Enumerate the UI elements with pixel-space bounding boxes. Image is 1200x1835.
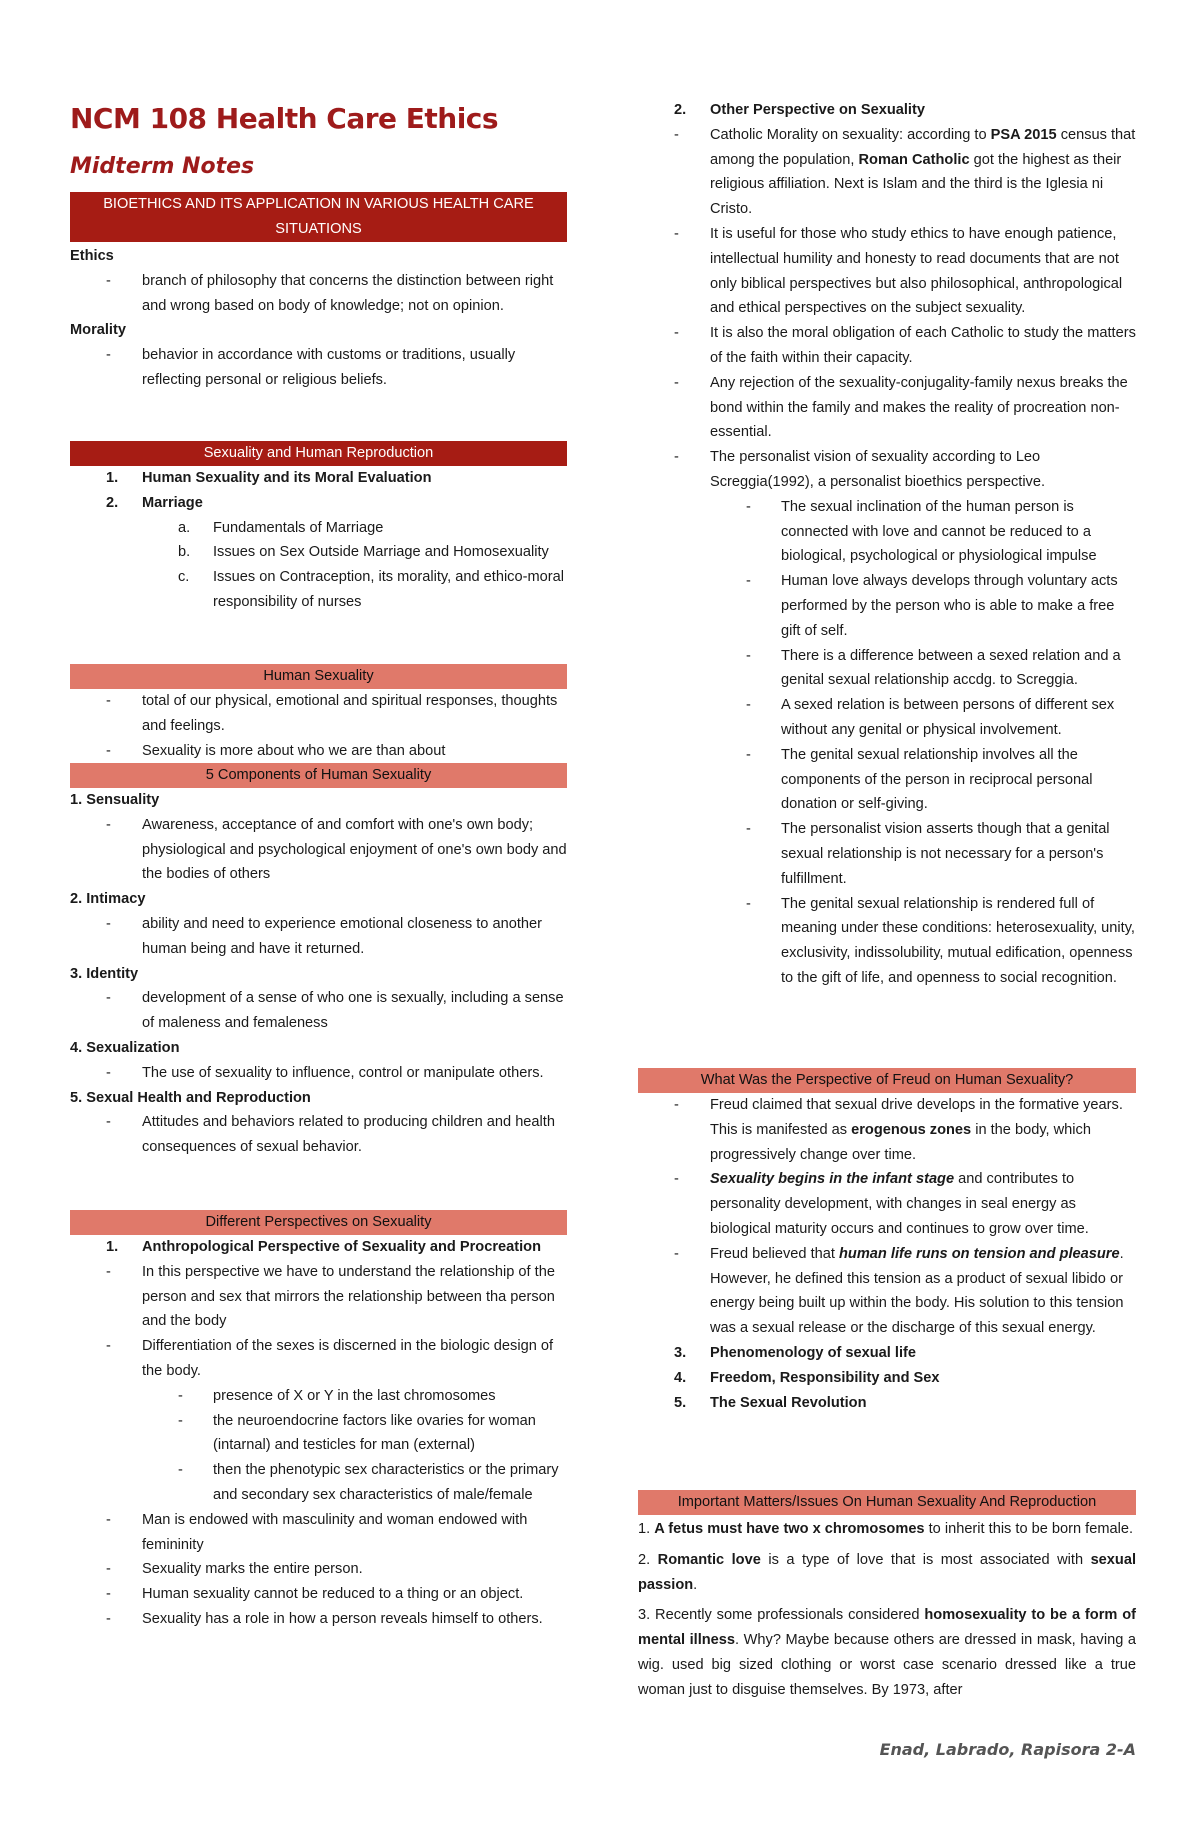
marriage-sublist — [70, 516, 567, 615]
list-item: 2. Marriage — [106, 494, 203, 511]
list-item: - then the phenotypic sex characteristics or the primary and secondary sex characteristics of male/female — [70, 1458, 567, 1508]
matter-item: 2. Romantic love is a type of love that is most associated with sexual passion. — [638, 1551, 1136, 1593]
list-item: 4. Freedom, Responsibility and Sex — [674, 1369, 940, 1386]
list-item: - ability and need to experience emotional closeness to another human being and have it returned. — [70, 912, 567, 962]
morality-list — [70, 343, 567, 393]
ethics-section — [70, 244, 567, 393]
list-item: - Human love always develops through voluntary acts performed by the person who is able to make a free gift of self. — [638, 569, 1136, 643]
list-item: - the neuroendocrine factors like ovaries for woman (intarnal) and testicles for man (external) — [70, 1409, 567, 1459]
page-title: NCM 108 Health Care Ethics — [70, 102, 499, 135]
list-item: - It is useful for those who study ethics to have enough patience, intellectual humility and honesty to read documents that are not only biblical perspectives but also philosophical, anthropological and ethical perspectives on the subject sexuality. — [638, 222, 1136, 321]
list-item: - In this perspective we have to understand the relationship of the person and sex that mirrors the relationship between tha person and the body — [70, 1260, 567, 1334]
other-perspective-section — [638, 98, 1136, 991]
list-item: 3. Phenomenology of sexual life — [674, 1344, 916, 1361]
list-item: - The sexual inclination of the human person is connected with love and cannot be reduced to a biological, psychological or physiological impulse — [638, 495, 1136, 569]
list-item: - branch of philosophy that concerns the distinction between right and wrong based on body of knowledge; not on opinion. — [70, 269, 567, 319]
component-label: 2. Intimacy — [70, 891, 146, 908]
component-label: 1. Sensuality — [70, 792, 160, 808]
anthropological-section — [70, 1235, 567, 1632]
components-section — [70, 788, 567, 1160]
list-item: a. Fundamentals of Marriage — [178, 519, 384, 536]
list-item: - Awareness, acceptance of and comfort with one's own body; physiological and psychological enjoyment of one's own body and the bodies of others — [70, 813, 567, 887]
list-item: - Sexuality is more about who we are than about — [70, 739, 567, 764]
component-label: 3. Identity — [70, 965, 139, 982]
perspectives-header: Different Perspectives on Sexuality — [70, 1210, 567, 1235]
list-item: - The personalist vision asserts though that a genital sexual relationship is not necessary for a person's fulfillment. — [638, 817, 1136, 891]
list-item: - Any rejection of the sexuality-conjugality-family nexus breaks the bond within the family and makes the reality of procreation non- essential. — [638, 371, 1136, 445]
matters-header: Important Matters/Issues On Human Sexuality And Reproduction — [638, 1490, 1136, 1515]
list-item: - Human sexuality cannot be reduced to a thing or an object. — [70, 1582, 567, 1607]
list-item: - Attitudes and behaviors related to producing children and health consequences of sexual behavior. — [70, 1110, 567, 1160]
list-item: - Sexuality marks the entire person. — [70, 1557, 567, 1582]
ethics-label: Ethics — [70, 248, 114, 264]
ethics-list — [70, 269, 567, 319]
component-label: 5. Sexual Health and Reproduction — [70, 1089, 311, 1106]
freud-section — [638, 1093, 1136, 1415]
human-sexuality-section — [70, 689, 567, 763]
list-item: - The personalist vision of sexuality according to Leo Screggia(1992), a personalist bioethics perspective. — [638, 445, 1136, 495]
list-item: - The use of sexuality to influence, control or manipulate others. — [70, 1061, 567, 1086]
list-item: - behavior in accordance with customs or traditions, usually reflecting personal or religious beliefs. — [70, 343, 567, 393]
list-item: - Differentiation of the sexes is discerned in the biologic design of the body. — [70, 1334, 567, 1384]
matter-item: 3. Recently some professionals considered homosexuality to be a form of mental illness. Why? Maybe because others are dressed in mask, having a wig. used big sized clothing or worst case scenario dressed like a true woman just to disguise themselves. By 1973, after — [638, 1607, 1136, 1698]
list-item: - A sexed relation is between persons of different sex without any genital or physical involvement. — [638, 693, 1136, 743]
list-item: - Sexuality begins in the infant stage and contributes to personality development, with changes in seal energy as biological maturity occurs and continues to grow over time. — [638, 1167, 1136, 1241]
component-label: 4. Sexualization — [70, 1039, 180, 1056]
list-item: - Man is endowed with masculinity and woman endowed with femininity — [70, 1508, 567, 1558]
list-item: - It is also the moral obligation of each Catholic to study the matters of the faith within their capacity. — [638, 321, 1136, 371]
list-item: - Sexuality has a role in how a person reveals himself to others. — [70, 1607, 567, 1632]
list-item: - presence of X or Y in the last chromosomes — [70, 1384, 567, 1409]
list-item: - Freud claimed that sexual drive develops in the formative years. This is manifested as erogenous zones in the body, which progressively change over time. — [638, 1093, 1136, 1167]
list-item: - Catholic Morality on sexuality: according to PSA 2015 census that among the population, Roman Catholic got the highest as their religious affiliation. Next is Islam and the third is the Iglesia ni Cristo. — [638, 123, 1136, 222]
shr-outline — [70, 466, 567, 615]
matter-item: 1. A fetus must have two x chromosomes to inherit this to be born female. — [638, 1521, 1134, 1537]
page-subtitle: Midterm Notes — [70, 154, 255, 179]
sexuality-reproduction-header: Sexuality and Human Reproduction — [70, 441, 567, 466]
list-item: - The genital sexual relationship involves all the components of the person in reciprocal personal donation or self-giving. — [638, 743, 1136, 817]
matters-section — [638, 1517, 1136, 1703]
list-item: 5. The Sexual Revolution — [674, 1394, 867, 1411]
list-item: 1. Anthropological Perspective of Sexuality and Procreation — [106, 1239, 541, 1255]
list-item: b. Issues on Sex Outside Marriage and Homosexuality — [178, 544, 549, 561]
human-sexuality-header: Human Sexuality — [70, 664, 567, 689]
list-item: 1. Human Sexuality and its Moral Evaluation — [106, 470, 432, 486]
list-item: - The genital sexual relationship is rendered full of meaning under these conditions: heterosexuality, unity, exclusivity, indissolubility, mutual edification, openness to the gift of life, and openness to social recognition. — [638, 892, 1136, 991]
list-item: - development of a sense of who one is sexually, including a sense of maleness and femaleness — [70, 986, 567, 1036]
authors-footer: Enad, Labrado, Rapisora 2-A — [879, 1740, 1136, 1759]
list-item: 2. Other Perspective on Sexuality — [674, 102, 925, 118]
list-item: c. Issues on Contraception, its morality, and ethico-moral responsibility of nurses — [178, 569, 564, 610]
list-item: - total of our physical, emotional and spiritual responses, thoughts and feelings. — [70, 689, 567, 739]
list-item: - Freud believed that human life runs on tension and pleasure. However, he defined this tension as a product of sexual libido or energy being built up within the body. His solution to this tension was a sexual release or the discharge of this sexual energy. — [638, 1242, 1136, 1341]
morality-label: Morality — [70, 322, 126, 339]
list-item: - There is a difference between a sexed relation and a genital sexual relationship accdg. to Screggia. — [638, 644, 1136, 694]
freud-header: What Was the Perspective of Freud on Human Sexuality? — [638, 1068, 1136, 1093]
bioethics-header: BIOETHICS AND ITS APPLICATION IN VARIOUS HEALTH CARE SITUATIONS — [70, 192, 567, 242]
components-header: 5 Components of Human Sexuality — [70, 763, 567, 788]
